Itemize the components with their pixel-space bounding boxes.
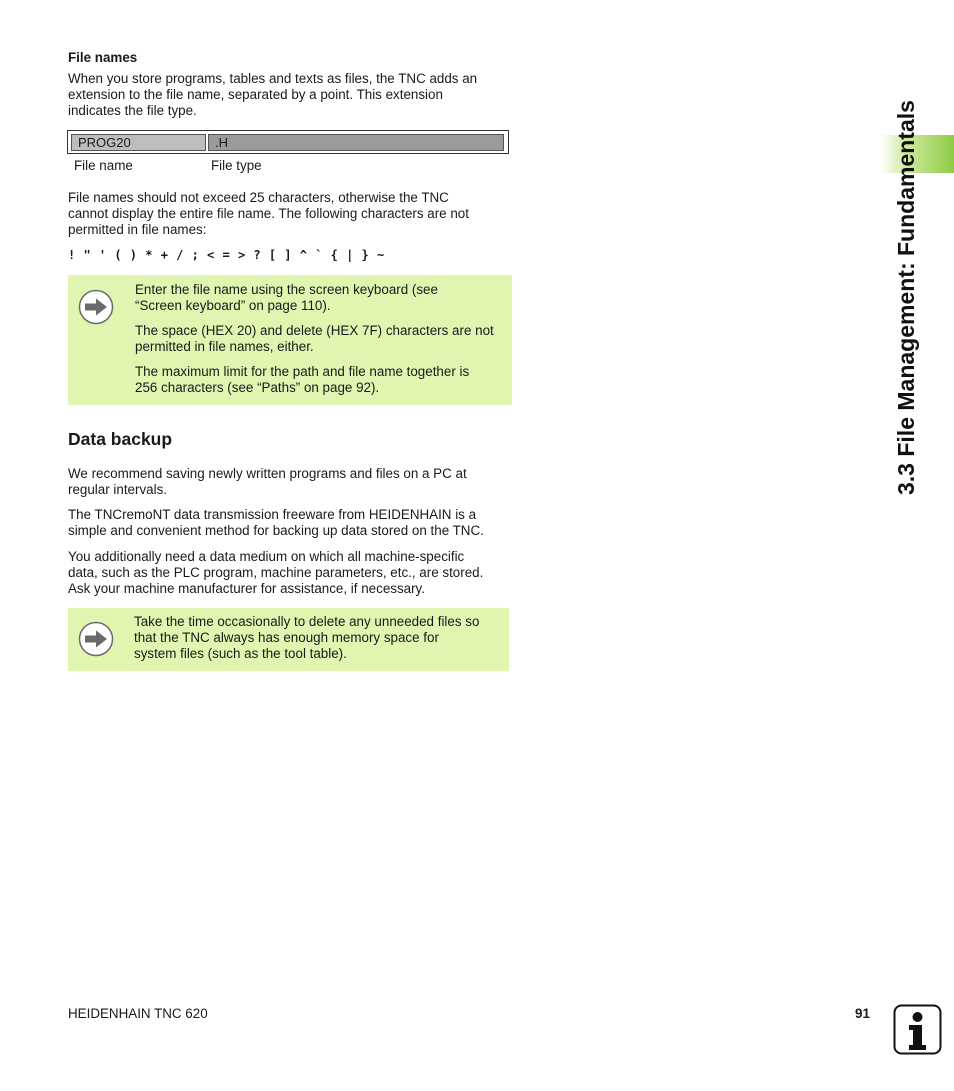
- note-delete-files: Take the time occasionally to delete any unneeded files so that the TNC always has enough memory space for system files (such as the tool table).: [134, 614, 480, 661]
- data-backup-p1: We recommend saving newly written programs and files on a PC at regular intervals.: [68, 466, 467, 497]
- data-backup-p2: The TNCremoNT data transmission freeware from HEIDENHAIN is a simple and convenient method for backing up data stored on the TNC.: [68, 507, 484, 538]
- file-name-example: [67, 130, 509, 154]
- forbidden-characters: ! " ' ( ) * + / ; < = > ? [ ] ^ ` { | } ~: [68, 248, 385, 262]
- page-number: 91: [855, 1006, 870, 1021]
- note-hex-chars: The space (HEX 20) and delete (HEX 7F) characters are not permitted in file names, either.: [135, 323, 494, 354]
- file-names-intro: When you store programs, tables and texts as files, the TNC adds an extension to the file name, separated by a point. This extension indicates the file type.: [68, 71, 478, 118]
- label-file-name: File name: [74, 158, 133, 173]
- arrow-right-icon: [78, 621, 114, 657]
- note-screen-keyboard: Enter the file name using the screen keyboard (see “Screen keyboard” on page 110).: [135, 282, 438, 313]
- footer-product: HEIDENHAIN TNC 620: [68, 1006, 208, 1021]
- example-file-name: PROG20: [71, 134, 206, 151]
- file-names-heading: File names: [68, 50, 138, 65]
- arrow-right-icon: [78, 289, 114, 325]
- data-backup-heading: Data backup: [68, 429, 173, 449]
- note-path-limit: The maximum limit for the path and file name together is 256 characters (see “Paths” on page 92).: [135, 364, 470, 395]
- data-backup-p3: You additionally need a data medium on which all machine-specific data, such as the PLC program, machine parameters, etc., are stored. Ask your machine manufacturer for assistance, if necessary.: [68, 549, 484, 596]
- file-name-limit-text: File names should not exceed 25 characters, otherwise the TNC cannot display the entire file name. The following characters are not permitted in file names:: [68, 190, 469, 237]
- note-box-text: [135, 282, 505, 405]
- info-icon: [893, 1004, 942, 1055]
- note-box-data-backup: [68, 608, 509, 671]
- chapter-title: 3.3 File Management: Fundamentals: [893, 100, 919, 495]
- label-file-type: File type: [211, 158, 262, 173]
- note-box-file-names: [68, 275, 512, 405]
- example-file-type: .H: [208, 134, 504, 151]
